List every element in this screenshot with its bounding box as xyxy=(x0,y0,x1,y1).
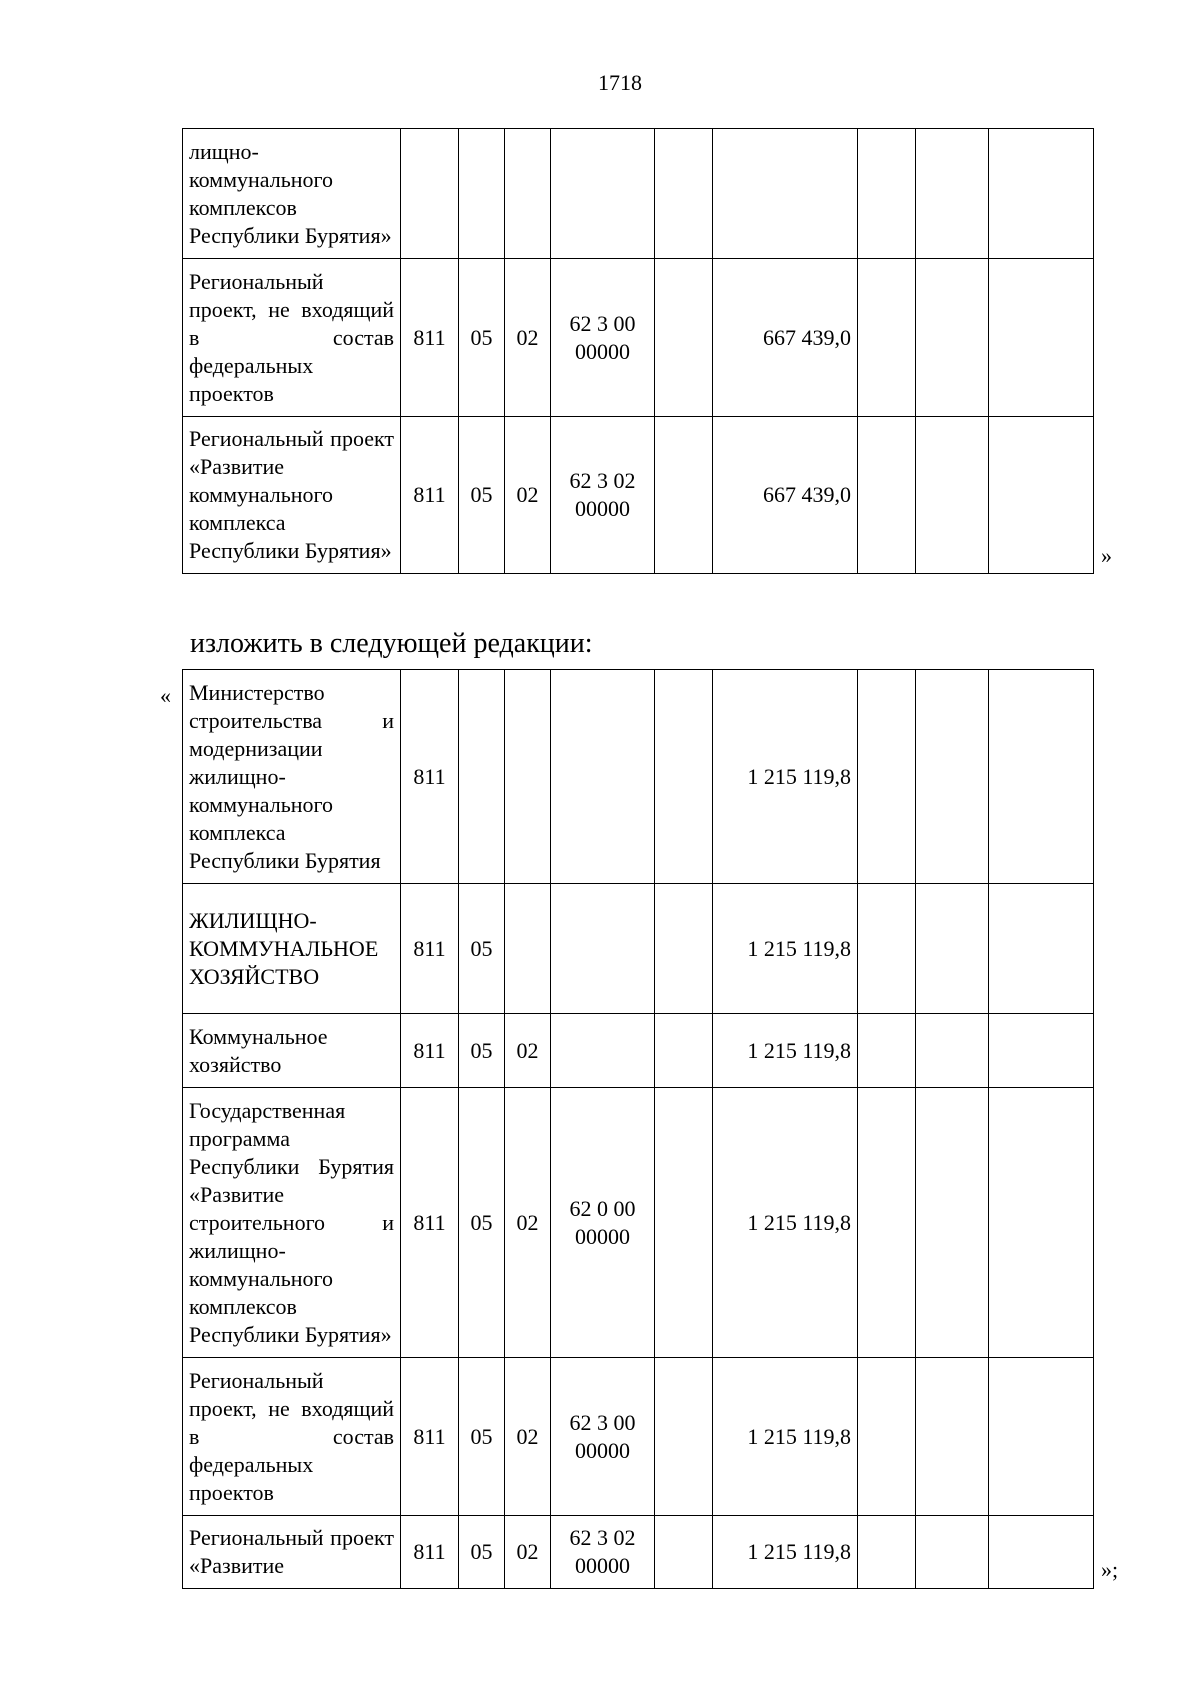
col-vr xyxy=(655,259,713,417)
budget-table-new xyxy=(182,669,1094,1589)
table-row xyxy=(183,259,1094,417)
col-sum xyxy=(713,129,858,259)
col-empty xyxy=(916,1088,989,1358)
table-row xyxy=(183,1516,1094,1589)
col-vr xyxy=(655,884,713,1014)
col-empty xyxy=(989,417,1094,574)
col-csr: 62 3 00 00000 xyxy=(551,1358,655,1516)
table-row xyxy=(183,670,1094,884)
col-vr xyxy=(655,1358,713,1516)
opening-quote: « xyxy=(160,683,171,708)
col-empty xyxy=(989,1014,1094,1088)
row-name: Региональный проект «Развитие коммунального комплекса Республики Бурятия» xyxy=(183,417,401,574)
budget-table-old xyxy=(182,128,1094,574)
col-gr: 811 xyxy=(401,1014,459,1088)
col-csr: 62 3 00 00000 xyxy=(551,259,655,417)
row-name: Министерство строительства и модернизации жилищно-коммунального комплекса Республики Бурятия xyxy=(183,670,401,884)
col-gr: 811 xyxy=(401,417,459,574)
col-empty xyxy=(989,884,1094,1014)
col-csr: 62 3 02 00000 xyxy=(551,417,655,574)
col-empty xyxy=(989,670,1094,884)
col-rz: 05 xyxy=(459,1358,505,1516)
col-pr: 02 xyxy=(505,1014,551,1088)
col-rz: 05 xyxy=(459,417,505,574)
row-name: Региональный проект «Развитие xyxy=(183,1516,401,1589)
col-vr xyxy=(655,1088,713,1358)
row-name: Региональный проект, не входящий в состав федеральных проектов xyxy=(183,1358,401,1516)
col-empty xyxy=(916,129,989,259)
col-empty xyxy=(916,670,989,884)
col-pr: 02 xyxy=(505,1088,551,1358)
col-sum: 667 439,0 xyxy=(713,259,858,417)
col-sum: 1 215 119,8 xyxy=(713,1088,858,1358)
col-rz: 05 xyxy=(459,259,505,417)
col-sum: 1 215 119,8 xyxy=(713,1014,858,1088)
col-gr: 811 xyxy=(401,1088,459,1358)
col-empty xyxy=(916,259,989,417)
col-empty xyxy=(989,1088,1094,1358)
page-number: 1718 xyxy=(598,70,642,95)
col-csr: 62 0 00 00000 xyxy=(551,1088,655,1358)
col-pr: 02 xyxy=(505,1516,551,1589)
col-rz: 05 xyxy=(459,1088,505,1358)
table-row xyxy=(183,417,1094,574)
col-rz: 05 xyxy=(459,1014,505,1088)
col-vr xyxy=(655,417,713,574)
closing-quote-semicolon: »; xyxy=(1101,1557,1119,1582)
col-empty xyxy=(858,1358,916,1516)
col-pr: 02 xyxy=(505,417,551,574)
col-gr: 811 xyxy=(401,259,459,417)
col-rz xyxy=(459,670,505,884)
col-csr xyxy=(551,129,655,259)
col-sum: 1 215 119,8 xyxy=(713,1358,858,1516)
col-empty xyxy=(858,884,916,1014)
table-row xyxy=(183,1014,1094,1088)
col-empty xyxy=(858,1014,916,1088)
col-sum: 1 215 119,8 xyxy=(713,1516,858,1589)
col-empty xyxy=(989,129,1094,259)
col-gr xyxy=(401,129,459,259)
col-csr xyxy=(551,884,655,1014)
col-gr: 811 xyxy=(401,670,459,884)
col-pr: 02 xyxy=(505,1358,551,1516)
col-pr xyxy=(505,670,551,884)
col-gr: 811 xyxy=(401,884,459,1014)
col-csr: 62 3 02 00000 xyxy=(551,1516,655,1589)
col-empty xyxy=(916,1358,989,1516)
col-empty xyxy=(989,259,1094,417)
row-name: лищно-коммунального комплексов Республики Бурятия» xyxy=(183,129,401,259)
col-empty xyxy=(858,670,916,884)
col-gr: 811 xyxy=(401,1516,459,1589)
col-vr xyxy=(655,1516,713,1589)
row-name: Коммунальное хозяйство xyxy=(183,1014,401,1088)
row-name: ЖИЛИЩНО-КОММУНАЛЬНОЕ ХОЗЯЙСТВО xyxy=(183,884,401,1014)
row-name: Региональный проект, не входящий в состав федеральных проектов xyxy=(183,259,401,417)
col-csr xyxy=(551,670,655,884)
col-vr xyxy=(655,129,713,259)
col-empty xyxy=(916,417,989,574)
col-rz: 05 xyxy=(459,1516,505,1589)
col-pr: 02 xyxy=(505,259,551,417)
col-empty xyxy=(858,259,916,417)
col-pr xyxy=(505,129,551,259)
col-sum: 1 215 119,8 xyxy=(713,884,858,1014)
col-pr xyxy=(505,884,551,1014)
col-vr xyxy=(655,670,713,884)
col-empty xyxy=(916,884,989,1014)
col-vr xyxy=(655,1014,713,1088)
col-sum: 667 439,0 xyxy=(713,417,858,574)
table-row xyxy=(183,1358,1094,1516)
closing-quote: » xyxy=(1101,543,1112,568)
col-gr: 811 xyxy=(401,1358,459,1516)
table-row xyxy=(183,884,1094,1014)
col-rz: 05 xyxy=(459,884,505,1014)
col-empty xyxy=(858,1516,916,1589)
col-empty xyxy=(858,1088,916,1358)
col-empty xyxy=(989,1516,1094,1589)
instruction-text: изложить в следующей редакции: xyxy=(190,628,593,659)
row-name: Государственная программа Республики Бурятия «Развитие строительного и жилищно-коммунального комплексов Республики Бурятия» xyxy=(183,1088,401,1358)
col-empty xyxy=(858,417,916,574)
col-rz xyxy=(459,129,505,259)
col-csr xyxy=(551,1014,655,1088)
col-empty xyxy=(916,1516,989,1589)
table-row xyxy=(183,129,1094,259)
col-empty xyxy=(916,1014,989,1088)
col-empty xyxy=(989,1358,1094,1516)
table-row xyxy=(183,1088,1094,1358)
col-sum: 1 215 119,8 xyxy=(713,670,858,884)
col-empty xyxy=(858,129,916,259)
